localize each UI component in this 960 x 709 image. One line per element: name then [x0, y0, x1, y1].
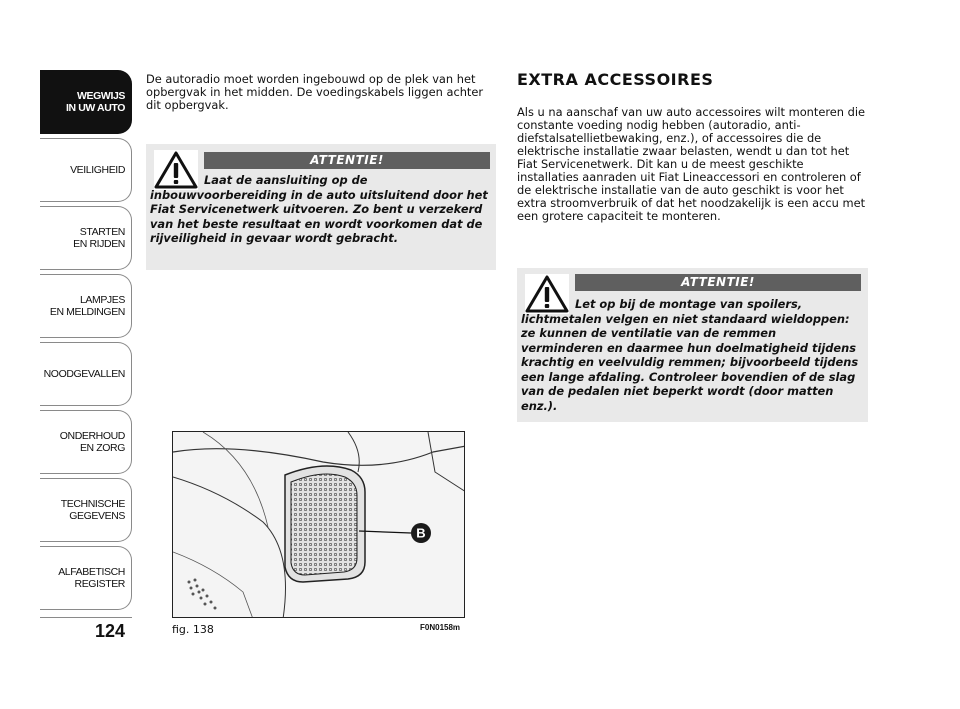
tab-wegwijs[interactable]: WEGWIJS IN UW AUTO — [40, 70, 132, 134]
page-number: 124 — [95, 621, 126, 641]
figure-code: F0N0158m — [420, 623, 461, 632]
tab-veiligheid[interactable]: VEILIGHEID — [40, 138, 132, 202]
tab-noodgevallen[interactable]: NOODGEVALLEN — [40, 342, 132, 406]
section-title: EXTRA ACCESSOIRES — [517, 70, 714, 89]
tab-starten[interactable]: STARTEN EN RIJDEN — [40, 206, 132, 270]
figure-caption: fig. 138 — [172, 623, 214, 636]
warning-title: ATTENTIE! — [575, 274, 861, 291]
dashboard-illustration — [173, 432, 465, 618]
warning-text: Let op bij de montage van spoilers, lichtmetalen velgen en niet standaard wieldoppen: ze kunnen de ventilatie van de remmen verminderen en daarmee hun doelmatigheid tijdens krachtig en veelvuldig remmen; bijvoorbeeld tijdens een lange afdaling. Controleer bovendien of de slag van de pedalen niet beperkt wordt (door matten enz.). — [521, 297, 859, 413]
tab-technische[interactable]: TECHNISCHE GEGEVENS — [40, 478, 132, 542]
tab-onderhoud[interactable]: ONDERHOUD EN ZORG — [40, 410, 132, 474]
tab-divider — [40, 617, 132, 618]
warning-box-1 — [146, 144, 496, 270]
tab-alfabetisch[interactable]: ALFABETISCH REGISTER — [40, 546, 132, 610]
warning-box-2 — [517, 268, 868, 422]
warning-title: ATTENTIE! — [204, 152, 490, 169]
warning-text: Laat de aansluiting op de inbouwvoorbereiding in de auto uitsluitend door het Fiat Servicenetwerk uitvoeren. Zo bent u verzekerd van het beste resultaat en wordt voorkomen dat de rijveiligheid in gevaar wordt gebracht. — [150, 173, 488, 245]
figure-illustration — [172, 431, 465, 618]
accessory-paragraph: Als u na aanschaf van uw auto accessoires wilt monteren die constante voeding nodig hebben (autoradio, anti-diefstalsatellietbewaking, enz.), of accessoires die de elektrische installatie zwaar belasten, wendt u dan tot het Fiat Servicenetwerk. Dit kan u de meest geschikte installaties aanraden uit Fiat Lineaccessori en controleren of de elektrische installatie van de auto geschikt is voor het extra stroomverbruik of dat het noodzakelijk is een accu met een grotere capaciteit te monteren. — [517, 105, 866, 223]
callout-label: B — [416, 525, 426, 541]
intro-paragraph: De autoradio moet worden ingebouwd op de plek van het opbergvak in het midden. De voedingskabels liggen achter dit opbergvak. — [146, 72, 484, 112]
tab-lampjes[interactable]: LAMPJES EN MELDINGEN — [40, 274, 132, 338]
